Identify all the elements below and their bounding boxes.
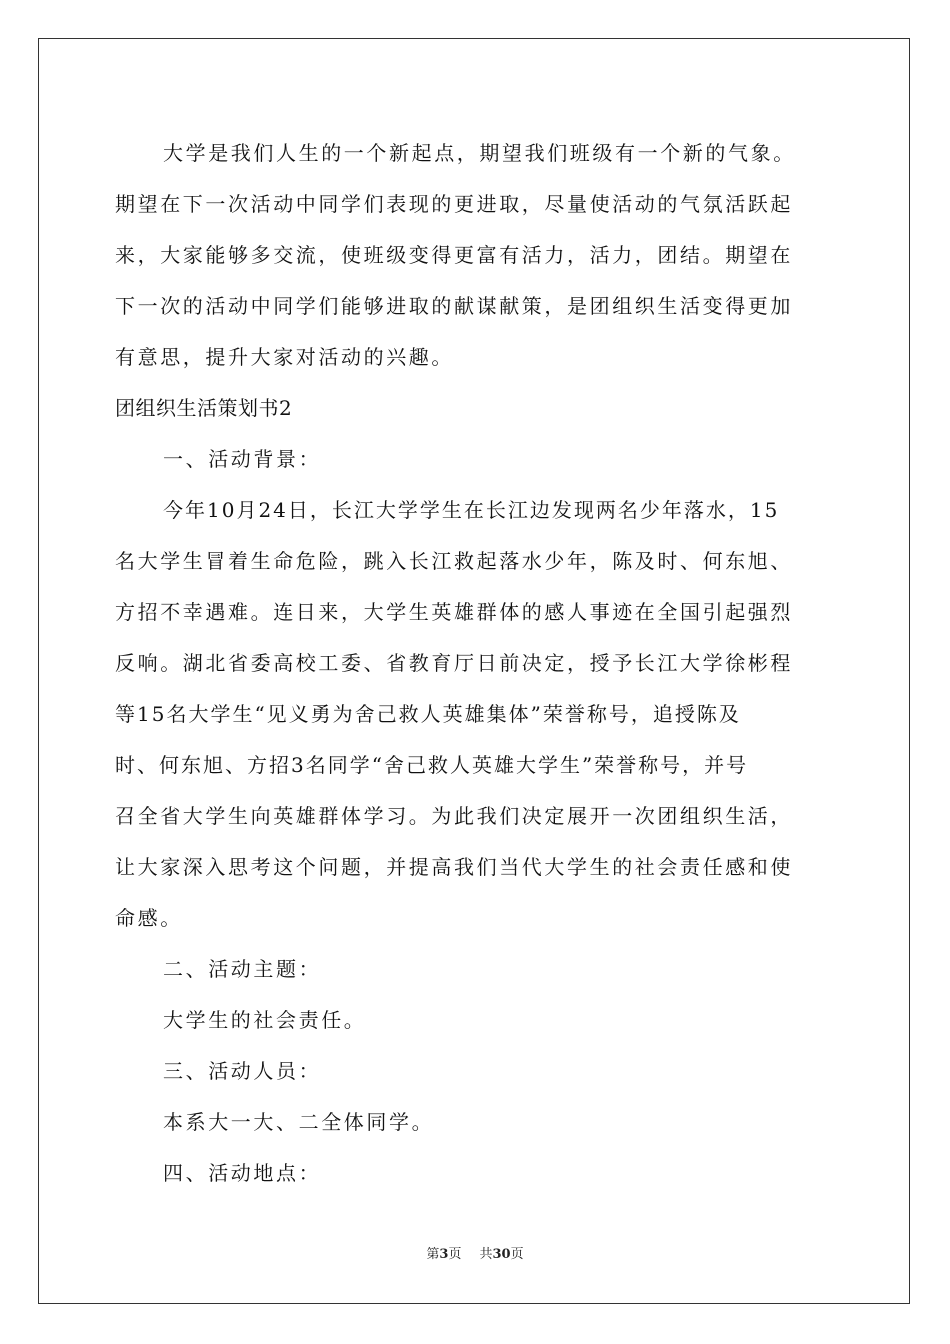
document-body	[115, 128, 835, 1199]
page-suffix: 页	[448, 1247, 462, 1262]
paragraph-line: 有意思，提升大家对活动的兴趣。	[115, 345, 454, 369]
section-heading: 三、活动人员：	[163, 1059, 322, 1083]
paragraph-line: 今年10月24日，长江大学学生在长江边发现两名少年落水，15	[163, 498, 780, 522]
section-heading: 四、活动地点：	[163, 1161, 322, 1185]
paragraph-line: 大学是我们人生的一个新起点，期望我们班级有一个新的气象。	[163, 141, 796, 165]
section-heading: 一、活动背景：	[163, 447, 322, 471]
total-suffix: 页	[510, 1247, 524, 1262]
paragraph-line: 时、何东旭、方招3名同学“舍己救人英雄大学生”荣誉称号，并号	[115, 753, 749, 777]
paragraph-line: 下一次的活动中同学们能够进取的献谋献策，是团组织生活变得更加	[115, 294, 793, 318]
paragraph-line: 反响。湖北省委高校工委、省教育厅日前决定，授予长江大学徐彬程	[115, 651, 793, 675]
total-pages: 30	[492, 1247, 511, 1262]
page-number: 3	[439, 1247, 449, 1262]
section-heading: 二、活动主题：	[163, 957, 322, 981]
section-title: 团组织生活策划书2	[115, 396, 293, 420]
paragraph-line: 等15名大学生“见义勇为舍己救人英雄集体”荣誉称号，追授陈及	[115, 702, 741, 726]
paragraph-line: 方招不幸遇难。连日来，大学生英雄群体的感人事迹在全国引起强烈	[115, 600, 793, 624]
page-footer	[0, 1246, 950, 1264]
page-prefix: 第	[426, 1247, 440, 1262]
paragraph-line: 让大家深入思考这个问题，并提高我们当代大学生的社会责任感和使	[115, 855, 793, 879]
total-prefix: 共	[479, 1247, 493, 1262]
paragraph-line: 召全省大学生向英雄群体学习。为此我们决定展开一次团组织生活，	[115, 804, 793, 828]
paragraph-line: 本系大一大、二全体同学。	[163, 1110, 435, 1134]
paragraph-line: 大学生的社会责任。	[163, 1008, 367, 1032]
paragraph-line: 命感。	[115, 906, 183, 930]
paragraph-line: 来，大家能够多交流，使班级变得更富有活力，活力，团结。期望在	[115, 243, 793, 267]
paragraph-line: 期望在下一次活动中同学们表现的更进取，尽量使活动的气氛活跃起	[115, 192, 793, 216]
paragraph-line: 名大学生冒着生命危险，跳入长江救起落水少年，陈及时、何东旭、	[115, 549, 793, 573]
